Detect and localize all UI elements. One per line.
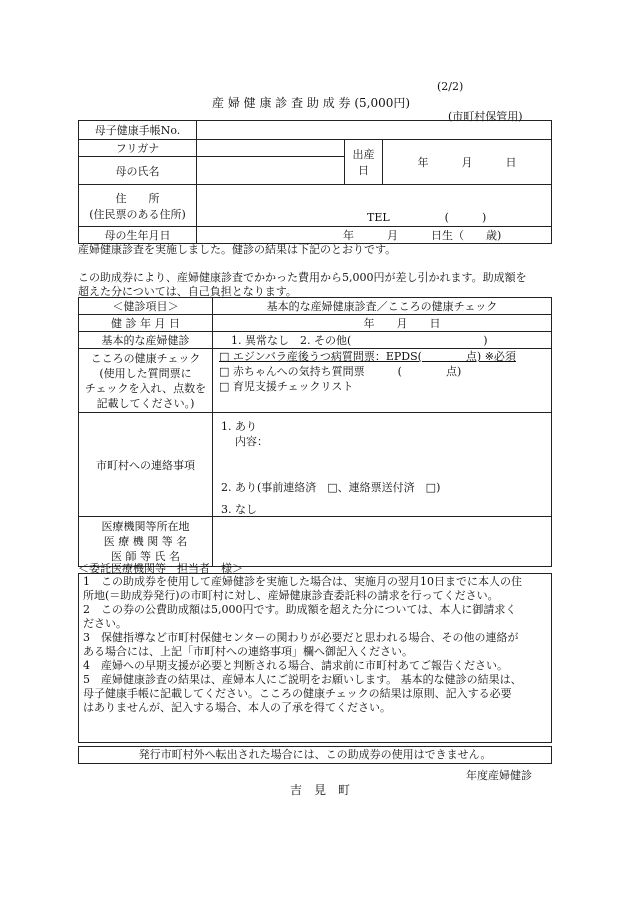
exam-item-header-value: 基本的な産婦健康診査／こころの健康チェック xyxy=(213,298,552,315)
exam-statement: 産婦健康診査を実施しました。健診の結果は下記のとおりです。 xyxy=(78,243,397,256)
mother-name-field[interactable] xyxy=(197,157,345,185)
note-5-cont-2: はありませんが、記入する場合、本人の了承を得てください。 xyxy=(83,701,391,714)
birth-date-label: 出産 日 xyxy=(345,140,383,185)
mother-name-label: 母の氏名 xyxy=(79,157,197,185)
info-table xyxy=(78,120,552,244)
exam-table xyxy=(78,297,552,567)
birth-date-field[interactable]: 年 月 日 xyxy=(383,140,552,185)
contact-label: 市町村への連絡事項 xyxy=(79,413,213,517)
copy-type-label: (市町村保管用) xyxy=(448,110,523,123)
municipality-name: 吉 見 町 xyxy=(290,783,351,797)
furigana-label: フリガナ xyxy=(79,140,197,157)
notes-box xyxy=(78,573,552,743)
facility-field[interactable] xyxy=(213,517,552,567)
contact-option-3[interactable]: 3. なし xyxy=(221,503,257,516)
note-2-cont: ださい。 xyxy=(83,617,127,630)
tel-field: TEL ( ) xyxy=(367,211,487,224)
contact-field[interactable] xyxy=(213,413,552,517)
furigana-field[interactable] xyxy=(197,140,345,157)
page-number: (2/2) xyxy=(437,80,464,93)
childcare-checklist-checkbox[interactable]: □ 育児支援チェックリスト xyxy=(219,380,354,393)
note-5: 5 産婦健康診査の結果は、産婦本人にご説明をお願いします。 基本的な健診の結果は、 xyxy=(83,673,522,686)
explanation-line-1: この助成券により、産婦健康診査でかかった費用から5,000円が差し引かれます。助成額を xyxy=(78,271,527,284)
exam-item-header: ＜健診項目＞ xyxy=(79,298,213,315)
basic-exam-field[interactable]: 1. 異常なし 2. その他( ) xyxy=(213,332,552,349)
exam-date-field[interactable]: 年 月 日 xyxy=(213,315,552,332)
basic-exam-label: 基本的な産婦健診 xyxy=(79,332,213,349)
dob-label: 母の生年月日 xyxy=(79,227,197,244)
note-1-cont: 所地(＝助成券発行)の市町村に対し、産婦健康診査委託料の請求を行ってください。 xyxy=(83,589,499,602)
baby-feelings-checkbox[interactable]: □ 赤ちゃんへの気持ち質問票 ( 点) xyxy=(219,365,462,378)
handbook-label: 母子健康手帳No. xyxy=(79,121,197,140)
note-3: 3 保健指導など市町村保健センターの関わりが必要だと思われる場合、その他の連絡が xyxy=(83,631,519,644)
contact-option-1[interactable]: 1. あり xyxy=(221,420,257,433)
note-2: 2 この券の公費助成額は5,000円です。助成額を超えた分については、本人に御請求く xyxy=(83,603,517,616)
exam-date-label: 健 診 年 月 日 xyxy=(79,315,213,332)
dob-field[interactable]: 年 月 日生（ 歳) xyxy=(197,227,552,244)
epds-checkbox[interactable]: □ エジンバラ産後うつ病質問票：EPDS( 点) ※必須 xyxy=(219,350,516,363)
contact-detail-label: 内容： xyxy=(235,435,268,448)
contractor-heading: ＜委託医療機関等 担当者 様＞ xyxy=(78,562,243,575)
handbook-number-field[interactable] xyxy=(197,121,552,140)
explanation-line-2: 超えた分については、自己負担となります。 xyxy=(78,285,297,298)
address-label: 住 所 (住民票のある住所) xyxy=(79,185,197,227)
fiscal-year-label: 年度産婦健診 xyxy=(466,769,532,782)
note-5-cont-1: 母子健康手帳に記載してください。こころの健康チェックの結果は原則、記入する必要 xyxy=(83,687,512,700)
mental-check-options xyxy=(213,349,552,413)
note-1: 1 この助成券を使用して産婦健診を実施した場合は、実施月の翌月10日までに本人の住 xyxy=(83,575,522,588)
page-title: 産 婦 健 康 診 査 助 成 券 (5,000円) xyxy=(212,96,411,110)
contact-option-2[interactable]: 2. あり(事前連絡済 □、連絡票送付済 □) xyxy=(221,481,441,494)
address-field[interactable] xyxy=(197,185,552,227)
note-4: 4 産婦への早期支援が必要と判断される場合、請求前に市町村あてご報告ください。 xyxy=(83,659,508,672)
note-3-cont: ある場合には、上記「市町村への連絡事項」欄へ御記入ください。 xyxy=(83,645,413,658)
mental-check-label: こころの健康チェック (使用した質問票に チェックを入れ、点数を 記載してください。) xyxy=(79,349,213,413)
facility-label: 医療機関等所在地 医 療 機 関 等 名 医 師 等 氏 名 xyxy=(79,517,213,567)
transfer-notice: 発行市町村外へ転出された場合には、この助成券の使用はできません。 xyxy=(78,746,552,764)
